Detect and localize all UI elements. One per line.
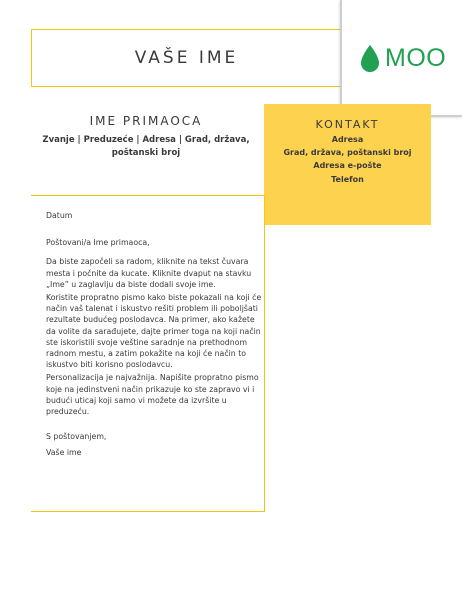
contact-email[interactable]: Adresa e-pošte	[313, 161, 382, 171]
moo-logo-text: MOO	[385, 44, 447, 72]
sender-name[interactable]: VAŠE IME	[134, 48, 239, 68]
letter-paragraph-2[interactable]: Koristite propratno pismo kako biste pokazali na koji će način vaš talenat i iskustvo rešiti problem ili poboljšati rezultate budućeg poslodavca. Na primer, ako kažete da volite da sarađujete, dajte primer toga na koji način ste iskoristili svoje veštine saradnje na prethodnom radnom mestu, a zatim pokažite na koji će način to iskustvo biti korisno poslodavcu.	[46, 293, 262, 370]
recipient-address-line2[interactable]: poštanski broj	[111, 147, 181, 158]
contact-address[interactable]: Adresa	[331, 135, 364, 144]
moo-brand-card	[340, 0, 462, 117]
droplet-icon	[360, 45, 380, 73]
contact-city[interactable]: Grad, država, poštanski broj	[283, 148, 412, 158]
letter-signature[interactable]: Vaše ime	[46, 448, 82, 458]
letter-body	[46, 210, 262, 467]
recipient-address	[31, 134, 261, 159]
contact-phone[interactable]: Telefon	[331, 174, 364, 184]
recipient-address-line1[interactable]: Zvanje | Preduzeće | Adresa | Grad, država,	[42, 135, 250, 145]
recipient-name[interactable]: IME PRIMAOCA	[89, 114, 203, 128]
letter-paragraph-3[interactable]: Personalizacija je najvažnija. Napišite propratno pismo koje na jedinstveni način prikazuje ko ste zapravo vi i budući uticaj koji samo vi možete da izvršite u preduzeću.	[46, 373, 259, 417]
letter-date[interactable]: Datum	[46, 211, 73, 220]
letter-paragraph-1[interactable]: Da biste započeli sa radom, kliknite na tekst čuvara mesta i počnite da kucate. Kliknite dvaput na stavku „Ime” u zaglavlju da biste dodali svoje ime.	[46, 257, 252, 289]
letter-greeting[interactable]: Poštovani/a Ime primaoca,	[46, 238, 150, 248]
name-header-box	[31, 29, 341, 87]
contact-box	[264, 104, 431, 225]
moo-logo	[360, 44, 446, 73]
recipient-block	[31, 114, 261, 159]
contact-title: KONTAKT	[315, 118, 380, 131]
letter-closing[interactable]: S poštovanjem,	[46, 432, 107, 442]
contact-lines	[264, 133, 431, 186]
